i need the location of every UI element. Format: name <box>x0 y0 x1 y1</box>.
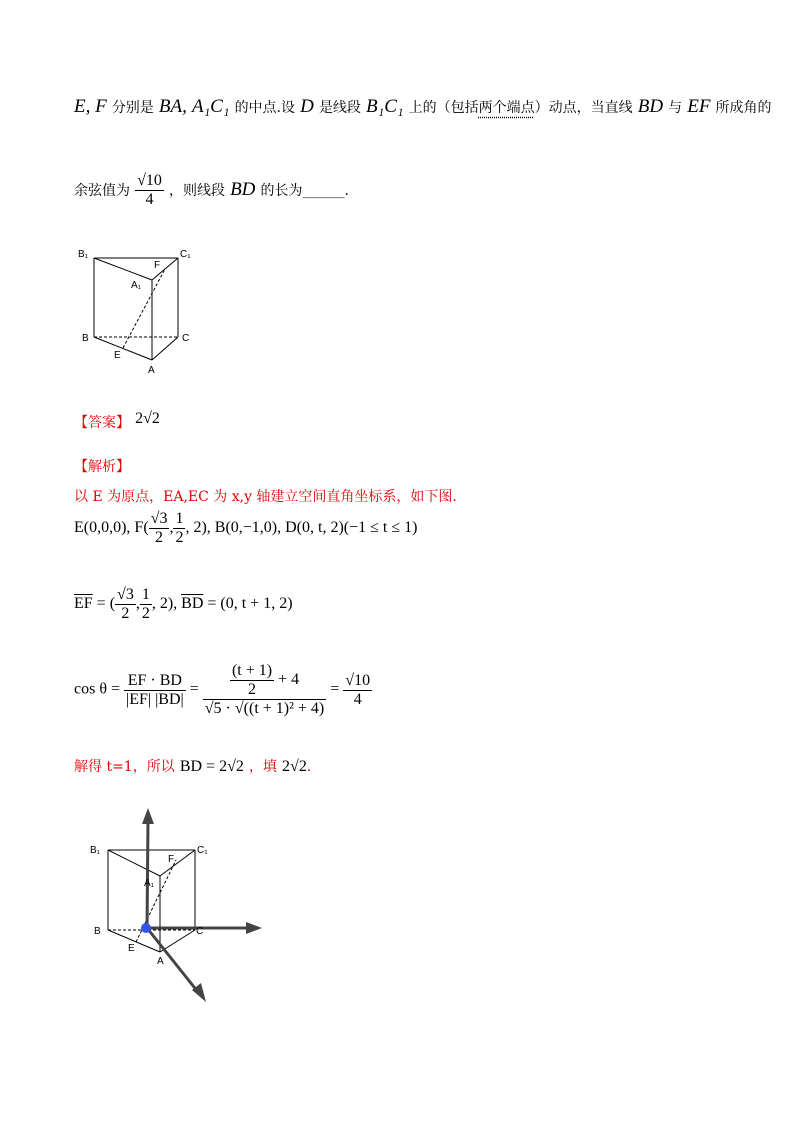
label-a: A <box>148 365 155 376</box>
text: 上的（包括 <box>408 100 479 116</box>
vector-bd: $\overline{BD}$ <box>181 595 204 613</box>
text: ）动点，当直线 <box>534 100 633 116</box>
text: 余弦值为 <box>74 183 130 199</box>
denominator: 2 <box>248 681 256 698</box>
text: 是线段 <box>318 100 361 116</box>
fraction <box>149 510 170 547</box>
label-c1: C₁ <box>197 845 208 856</box>
fraction <box>140 586 152 623</box>
denominator: 2 <box>175 529 184 546</box>
text: 所成角的 <box>715 100 772 116</box>
vectors-part: = (0, t + 1, 2) <box>203 595 293 613</box>
text: 的中点.设 <box>234 100 296 116</box>
label-e: E <box>114 350 121 361</box>
text: 分别是 <box>111 100 154 116</box>
segment-ba: BA, <box>158 96 187 117</box>
segment-b1c1: B₁C₁ <box>366 96 404 117</box>
label-c: C <box>196 926 204 937</box>
numerator: √10 <box>137 172 162 189</box>
numerator: 1 <box>141 586 150 603</box>
label-a1: A₁ <box>144 878 155 889</box>
coords-part: , 2), B(0,−1,0), D(0, t, 2)(−1 ≤ t ≤ 1) <box>185 519 418 537</box>
fraction <box>124 672 186 709</box>
problem-line-1 <box>74 96 772 118</box>
analysis-intro: 以 E 为原点，EA,EC 为 x,y 轴建立空间直角坐标系，如下图. <box>74 489 457 505</box>
numerator: (t + 1) <box>231 662 273 679</box>
vectors-part: = ( <box>92 595 116 613</box>
label-f: F <box>154 260 161 271</box>
plus-four: + 4 <box>274 671 300 689</box>
coordinate-figure <box>70 800 290 1020</box>
coords-part: E(0,0,0), F( <box>74 519 149 537</box>
cosine-line: cos θ = $\frac{EF \cdot BD}{|EF| |BD|}$ = $\frac{(t + 1)}{2}$ + 4 √5 · √((t + 1)² + 4) = $\frac{√10}{4}$ <box>74 662 371 717</box>
solve-line <box>74 756 311 776</box>
cosine-fraction <box>135 172 164 209</box>
prism-figure <box>70 240 210 380</box>
denominator: √5 · √((t + 1)² + 4) <box>204 700 325 717</box>
answer-row <box>74 410 160 432</box>
text: 的长为______. <box>260 183 349 199</box>
line-ef: EF <box>687 96 711 117</box>
fraction <box>230 662 274 699</box>
text: ，填 <box>248 759 277 775</box>
fraction <box>173 510 185 547</box>
text: ，则线段 <box>168 183 225 199</box>
coordinates-line: E(0,0,0), F( $\frac{√3}{2}$ , $\frac{1}{2}$ , 2), B(0,−1,0), D(0, t, 2)(−1 ≤ t ≤ 1) <box>74 510 418 546</box>
fraction <box>203 662 327 718</box>
label-c: C <box>182 333 190 344</box>
points-ef: E, F <box>74 96 107 117</box>
numerator: √3 <box>150 510 168 527</box>
denominator: 2 <box>155 529 164 546</box>
numerator: EF · BD <box>124 672 186 691</box>
denominator: 2 <box>121 605 130 622</box>
denominator: |EF| |BD| <box>126 690 184 708</box>
vector-ef: $\overline{EF}$ <box>74 595 93 613</box>
bd-value: BD = 2√2 <box>179 758 244 775</box>
label-c1: C₁ <box>180 249 191 260</box>
emphasis-text: 两个端点 <box>478 100 535 116</box>
analysis-tag: 【解析】 <box>74 459 130 475</box>
answer-tag: 【答案】 <box>74 415 130 431</box>
denominator: 2 <box>141 605 150 622</box>
numerator: √3 <box>117 586 134 603</box>
fraction <box>115 586 136 623</box>
line-bd: BD <box>637 96 664 117</box>
text: 解得 t=1，所以 <box>74 759 175 775</box>
segment-a1c1: A₁C₁ <box>191 96 230 117</box>
label-b: B <box>94 926 101 937</box>
point-d: D <box>300 96 314 117</box>
text: 与 <box>668 100 683 116</box>
label-f: F <box>168 854 175 865</box>
denominator: 4 <box>353 690 362 708</box>
vectors-part: , 2), <box>151 595 182 613</box>
numerator: √10 <box>345 671 371 689</box>
label-b: B <box>82 333 89 344</box>
label-a1: A₁ <box>131 280 142 291</box>
text: . <box>306 759 312 775</box>
denominator: 4 <box>145 191 154 208</box>
answer-value: 2√2 <box>135 410 160 427</box>
numerator <box>203 662 327 700</box>
fraction <box>343 672 372 709</box>
problem-line-2 <box>74 172 349 209</box>
vectors-line: $\overline{EF}$ = ( $\frac{√3}{2}$ , $\frac{1}{2}$ , 2), $\overline{BD} = (0$, t + 1, 2) <box>74 586 293 622</box>
segment-bd: BD <box>230 179 256 200</box>
label-b1: B₁ <box>90 845 101 856</box>
numerator: 1 <box>175 510 184 527</box>
fill-value: 2√2 <box>282 758 307 775</box>
origin-point <box>141 923 151 933</box>
label-b1: B₁ <box>78 249 89 260</box>
label-a: A <box>157 956 164 967</box>
label-e: E <box>128 943 135 954</box>
cos-lhs: cos θ = <box>74 680 121 698</box>
